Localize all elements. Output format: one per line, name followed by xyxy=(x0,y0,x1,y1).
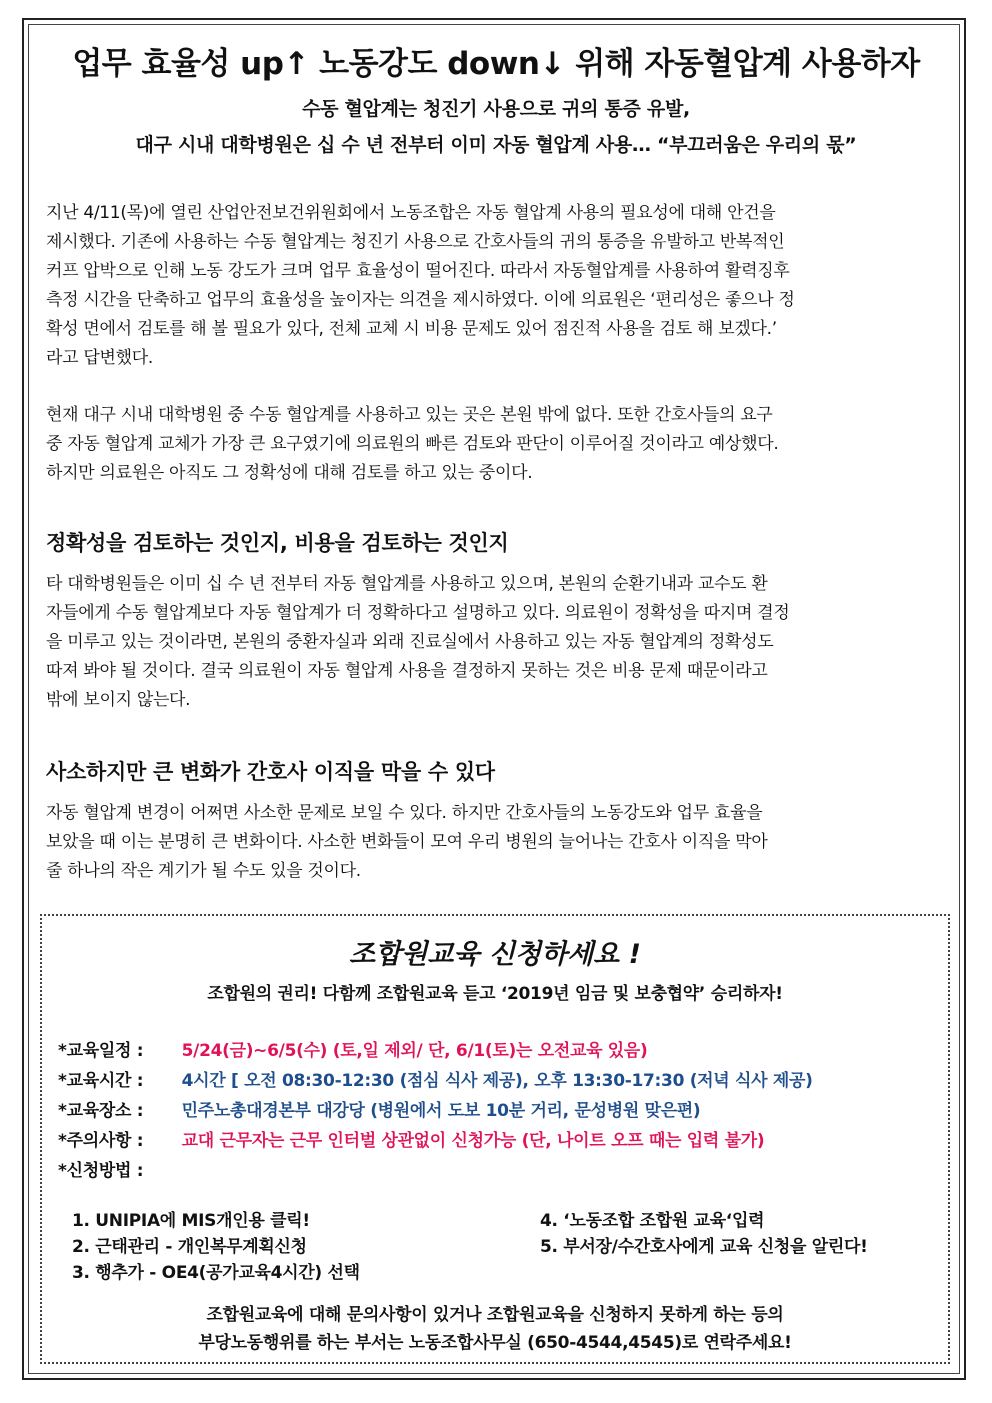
notice-label: *주의사항 : xyxy=(58,1131,144,1151)
section-title-change: 사소하지만 큰 변화가 간호사 이직을 막을 수 있다 xyxy=(46,760,495,784)
paragraph-intro xyxy=(46,199,946,373)
place-value: 민주노총대경본부 대강당 (병원에서 도보 10분 거리, 문성병원 맞은편) xyxy=(181,1101,701,1121)
step-3: 3. 행추가 - OE4(공가교육4시간) 선택 xyxy=(72,1263,360,1283)
text-line: 중 자동 혈압계 교체가 가장 큰 요구였기에 의료원의 빠른 검토와 판단이 이루어질 것이라고 예상했다. xyxy=(46,434,779,454)
place-label: *교육장소 : xyxy=(58,1101,144,1121)
text-line: 제시했다. 기존에 사용하는 수동 혈압계는 청진기 사용으로 간호사들의 귀의 통증을 유발하고 반복적인 xyxy=(46,232,785,252)
paragraph-current-status xyxy=(46,401,946,488)
notice-value: 교대 근무자는 근무 인터벌 상관없이 신청가능 (단, 나이트 오프 때는 입력 불가) xyxy=(181,1131,765,1151)
contact-footer-line-1: 조합원교육에 대해 문의사항이 있거나 조합원교육을 신청하지 못하게 하는 등의 xyxy=(206,1305,784,1325)
education-notice-box xyxy=(40,914,950,1364)
text-line: 라고 답변했다. xyxy=(46,348,153,368)
text-line: 현재 대구 시내 대학병원 중 수동 혈압계를 사용하고 있는 곳은 본원 밖에 없다. 또한 간호사들의 요구 xyxy=(46,405,773,425)
paragraph-change xyxy=(46,799,946,886)
text-line: 하지만 의료원은 아직도 그 정확성에 대해 검토를 하고 있는 중이다. xyxy=(46,463,533,483)
text-line: 지난 4/11(목)에 열린 산업안전보건위원회에서 노동조합은 자동 혈압계 사용의 필요성에 대해 안건을 xyxy=(46,203,776,223)
education-title: 조합원교육 신청하세요 ! xyxy=(349,939,641,970)
education-subtitle: 조합원의 권리! 다함께 조합원교육 듣고 ‘2019년 임금 및 보충협약’ 승리하자! xyxy=(207,984,783,1004)
text-line: 밖에 보이지 않는다. xyxy=(46,690,191,710)
text-line: 커프 압박으로 인해 노동 강도가 크며 업무 효율성이 떨어진다. 따라서 자동혈압계를 사용하여 활력징후 xyxy=(46,261,790,281)
step-1: 1. UNIPIA에 MIS개인용 클릭! xyxy=(72,1211,310,1231)
text-line: 타 대학병원들은 이미 십 수 년 전부터 자동 혈압계를 사용하고 있으며, 본원의 순환기내과 교수도 환 xyxy=(46,574,768,594)
method-row xyxy=(58,1156,176,1181)
schedule-value: 5/24(금)~6/5(수) (토,일 제외/ 단, 6/1(토)는 오전교육 있음) xyxy=(181,1041,648,1061)
step-4: 4. ‘노동조합 조합원 교육‘입력 xyxy=(540,1211,765,1231)
text-line: 을 미루고 있는 것이라면, 본원의 중환자실과 외래 진료실에서 사용하고 있는 자동 혈압계의 정확성도 xyxy=(46,632,774,652)
step-5: 5. 부서장/수간호사에게 교육 신청을 알린다! xyxy=(540,1237,868,1257)
section-title-accuracy: 정확성을 검토하는 것인지, 비용을 검토하는 것인지 xyxy=(46,531,509,555)
time-label: *교육시간 : xyxy=(58,1071,144,1091)
text-line: 따져 봐야 될 것이다. 결국 의료원이 자동 혈압계 사용을 결정하지 못하는 것은 비용 문제 때문이라고 xyxy=(46,661,768,681)
time-value: 4시간 [ 오전 08:30-12:30 (점심 식사 제공), 오후 13:30-17:30 (저녁 식사 제공) xyxy=(181,1071,813,1091)
text-line: 자동 혈압계 변경이 어쩌면 사소한 문제로 보일 수 있다. 하지만 간호사들의 노동강도와 업무 효율을 xyxy=(46,803,763,823)
text-line: 확성 면에서 검토를 해 볼 필요가 있다, 전체 교체 시 비용 문제도 있어 점진적 사용을 검토 해 보겠다.’ xyxy=(46,319,777,339)
subheadline-line-1: 수동 혈압계는 청진기 사용으로 귀의 통증 유발, xyxy=(302,98,690,120)
method-label: *신청방법 : xyxy=(58,1161,144,1181)
time-row xyxy=(58,1066,813,1091)
paragraph-accuracy xyxy=(46,570,946,715)
step-2: 2. 근태관리 - 개인복무계획신청 xyxy=(72,1237,307,1257)
schedule-label: *교육일정 : xyxy=(58,1041,144,1061)
notice-row xyxy=(58,1126,764,1151)
schedule-row xyxy=(58,1036,648,1061)
place-row xyxy=(58,1096,700,1121)
text-line: 보았을 때 이는 분명히 큰 변화이다. 사소한 변화들이 모여 우리 병원의 늘어나는 간호사 이직을 막아 xyxy=(46,832,768,852)
text-line: 측정 시간을 단축하고 업무의 효율성을 높이자는 의견을 제시하였다. 이에 의료원은 ‘편리성은 좋으나 정 xyxy=(46,290,795,310)
contact-footer-line-2: 부당노동행위를 하는 부서는 노동조합사무실 (650-4544,4545)로 연락주세요! xyxy=(198,1333,792,1353)
headline: 업무 효율성 up↑ 노동강도 down↓ 위해 자동혈압계 사용하자 xyxy=(72,46,920,82)
text-line: 줄 하나의 작은 계기가 될 수도 있을 것이다. xyxy=(46,861,361,881)
text-line: 자들에게 수동 혈압계보다 자동 혈압계가 더 정확하다고 설명하고 있다. 의료원이 정확성을 따지며 결정 xyxy=(46,603,790,623)
subheadline-line-2: 대구 시내 대학병원은 십 수 년 전부터 이미 자동 혈압계 사용… “부끄러움은 우리의 몫” xyxy=(135,134,857,156)
